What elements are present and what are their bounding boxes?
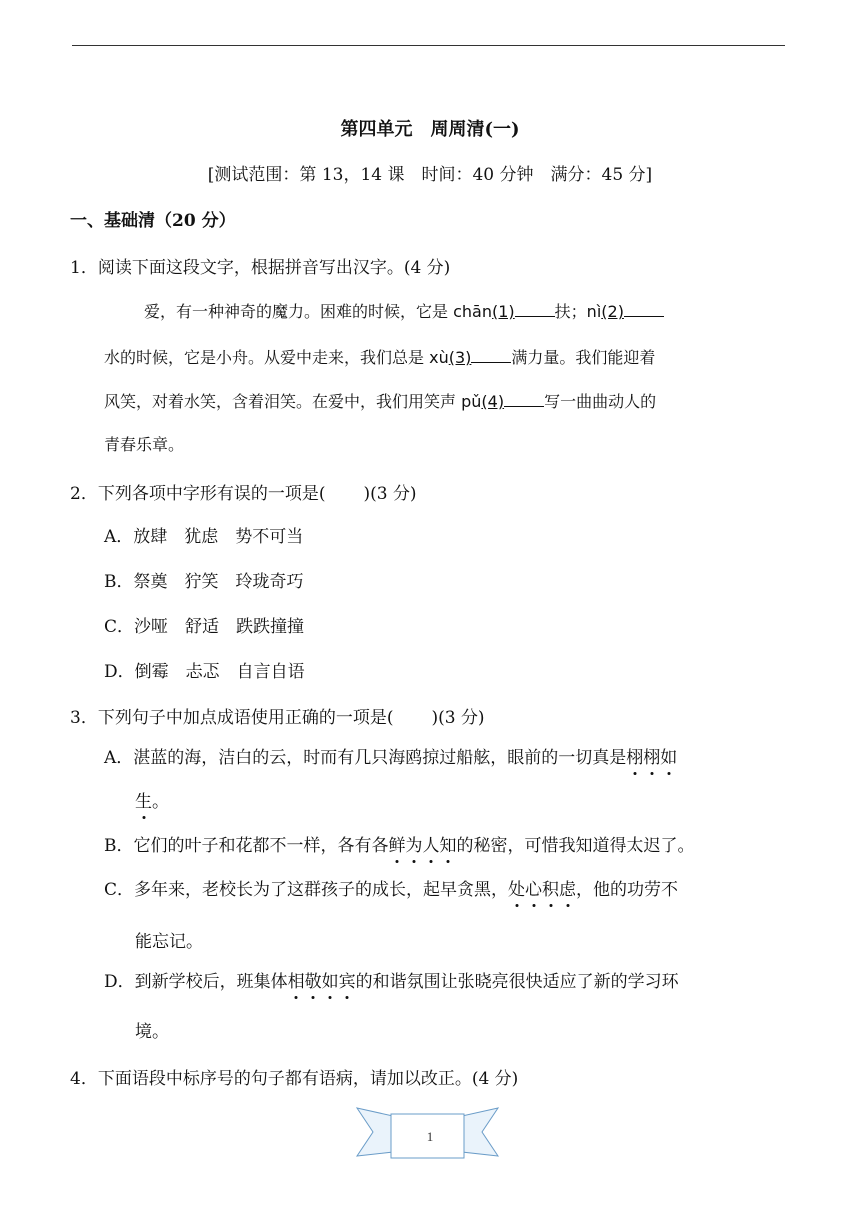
emphasis-dot-char: 处 (508, 880, 526, 900)
option-text: 。 (152, 792, 169, 812)
emphasis-dot-char: 为 (405, 836, 423, 856)
option-text: D．到新学校后，班集体 (104, 972, 288, 992)
dotted-idiom (389, 836, 457, 856)
option-d: D．倒霉 忐忑 自言自语 (104, 662, 305, 682)
answer-blank-4[interactable] (504, 392, 544, 407)
option-text: C．多年来，老校长为了这群孩子的成长，起早贪黑， (104, 880, 509, 900)
emphasis-dot-char: 相 (287, 972, 305, 992)
emphasis-dot-char: 鲜 (388, 836, 406, 856)
passage-line-2 (104, 345, 655, 368)
option-c: C．沙哑 舒适 跌跌撞撞 (104, 617, 305, 637)
option-text: ，他的功劳不 (576, 880, 679, 900)
question-3-stem (70, 703, 485, 728)
option-d-line-1 (104, 967, 679, 992)
option-text: 的和谐氛围让张晓亮很快适应了新的学习环 (355, 972, 679, 992)
answer-blank-1[interactable] (515, 302, 555, 317)
question-score: )(3 分) (363, 484, 417, 504)
page-number: 1 (426, 1129, 434, 1144)
passage-text: 扶； (554, 302, 587, 321)
option-text: B．它们的叶子和花都不一样，各有各 (104, 836, 389, 856)
emphasis-dot-char: 知 (439, 836, 457, 856)
test-scope: [测试范围：第 13，14 课 时间：40 分钟 满分：45 分] (207, 165, 653, 185)
question-text: 2．下列各项中字形有误的一项是( (70, 484, 326, 504)
question-text: 3．下列句子中加点成语使用正确的一项是( (70, 708, 394, 728)
passage-text: 风笑，对着水笑，含着泪笑。在爱中，我们用笑声 (104, 392, 462, 411)
dotted-idiom (135, 792, 152, 812)
question-4-stem: 4．下面语段中标序号的句子都有语病，请加以改正。(4 分) (70, 1069, 519, 1089)
page-title: 第四单元 周周清(一) (340, 119, 520, 140)
option-b: B．祭奠 狞笑 玲珑奇巧 (104, 572, 304, 592)
passage-text: 写一曲曲动人的 (544, 392, 657, 411)
option-text: 的秘密，可惜我知道得太迟了。 (456, 836, 695, 856)
emphasis-dot-char: 积 (542, 880, 560, 900)
pinyin-ni: nì (586, 302, 602, 321)
emphasis-dot-char: 栩 (626, 748, 644, 768)
blank-number-4: (4) (481, 392, 505, 411)
option-c-line-1 (104, 875, 678, 900)
option-b-line (104, 831, 695, 856)
section-heading-basics: 一、基础清（20 分） (70, 211, 236, 231)
option-d-line-2: 境。 (135, 1022, 169, 1042)
passage-text: 满力量。我们能迎着 (511, 348, 656, 367)
option-a: A．放肆 犹虑 势不可当 (104, 527, 304, 547)
emphasis-dot-char: 人 (422, 836, 440, 856)
emphasis-dot-char: 如 (660, 748, 678, 768)
pinyin-chan: chān (453, 302, 492, 321)
option-a-line-1 (104, 743, 677, 768)
pinyin-xu: xù (429, 348, 449, 367)
dotted-idiom (508, 880, 576, 900)
blank-number-1: (1) (491, 302, 515, 321)
option-a-line-2 (135, 787, 169, 812)
emphasis-dot-char: 生 (135, 792, 152, 812)
question-1-stem: 1．阅读下面这段文字，根据拼音写出汉字。(4 分) (70, 258, 451, 278)
passage-line-1 (144, 299, 664, 322)
passage-text: 水的时候，它是小舟。从爱中走来，我们总是 (104, 348, 430, 367)
emphasis-dot-char: 栩 (643, 748, 661, 768)
passage-line-4: 青春乐章。 (104, 435, 185, 454)
passage-text: 爱，有一种神奇的魔力。困难的时候，它是 (144, 302, 454, 321)
dotted-idiom (288, 972, 356, 992)
emphasis-dot-char: 心 (525, 880, 543, 900)
option-text: A．湛蓝的海，洁白的云，时而有几只海鸥掠过船舷，眼前的一切真是 (104, 748, 627, 768)
pinyin-pu: pǔ (461, 392, 482, 411)
emphasis-dot-char: 敬 (304, 972, 322, 992)
header-rule (72, 45, 785, 46)
answer-blank-2[interactable] (624, 302, 664, 317)
emphasis-dot-char: 宾 (338, 972, 356, 992)
dotted-idiom (626, 748, 677, 768)
question-score: )(3 分) (431, 708, 485, 728)
emphasis-dot-char: 如 (321, 972, 339, 992)
blank-number-3: (3) (448, 348, 472, 367)
passage-line-3 (104, 389, 656, 412)
blank-number-2: (2) (601, 302, 624, 321)
question-2-stem (70, 479, 417, 504)
option-c-line-2: 能忘记。 (135, 932, 203, 952)
answer-blank-3[interactable] (471, 348, 511, 363)
emphasis-dot-char: 虑 (559, 880, 577, 900)
